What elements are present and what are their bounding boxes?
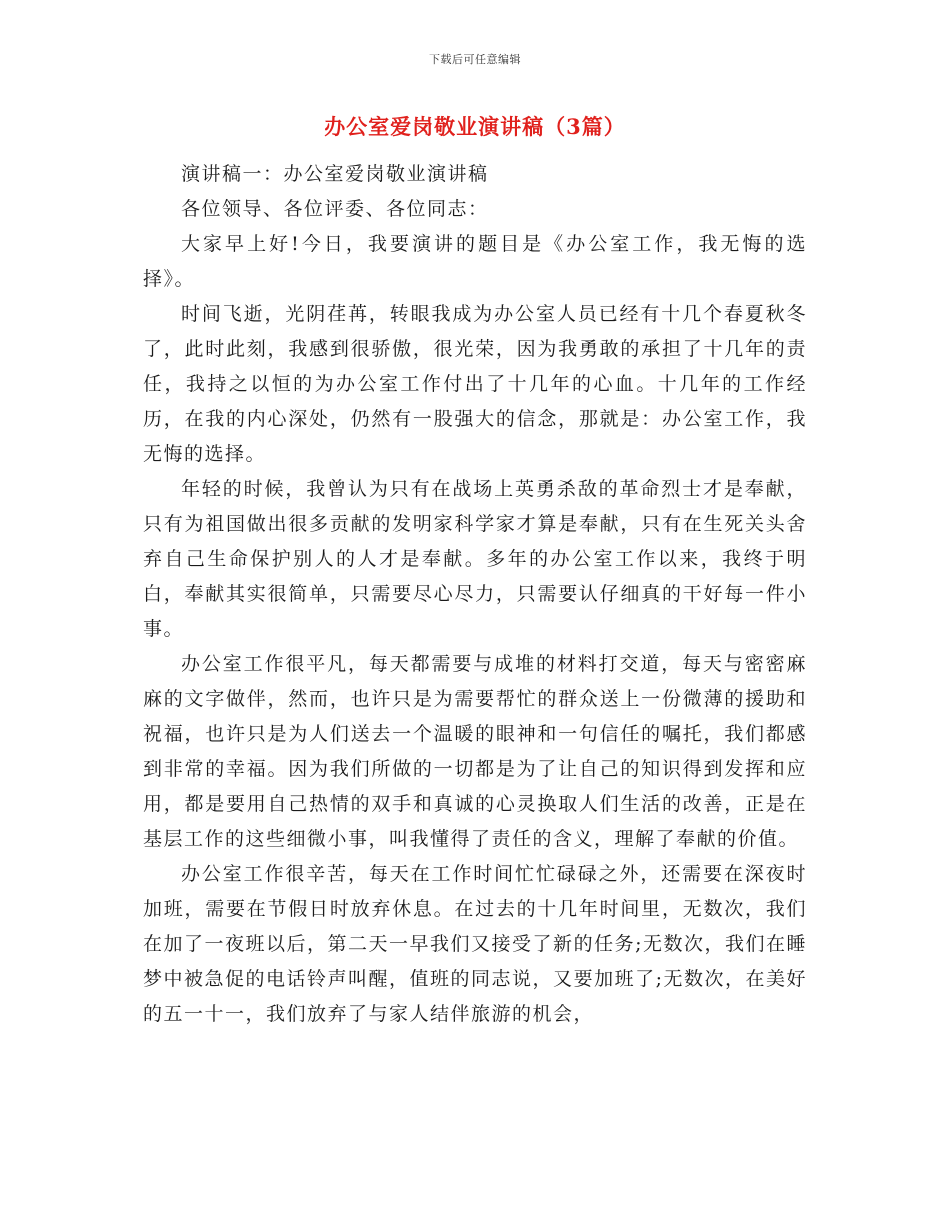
paragraph-body: 办公室工作很辛苦，每天在工作时间忙忙碌碌之外，还需要在深夜时加班，需要在节假日时放弃休息。在过去的十几年时间里，无数次，我们在加了一夜班以后，第二天一早我们又接受了新的任务;无数次，我们在睡梦中被急促的电话铃声叫醒，值班的同志说，又要加班了;无数次，在美好的五一十一，我们放弃了与家人结伴旅游的机会， xyxy=(143,863,807,1025)
paragraph-body: 年轻的时候，我曾认为只有在战场上英勇杀敌的革命烈士才是奉献，只有为祖国做出很多贡献的发明家科学家才算是奉献，只有在生死关头舍弃自己生命保护别人的人才是奉献。多年的办公室工作以来，我终于明白，奉献其实很简单，只需要尽心尽力，只需要认仔细真的干好每一件小事。 xyxy=(143,478,807,640)
paragraph-salutation: 各位领导、各位评委、各位同志： xyxy=(181,198,489,220)
paragraph-greeting: 大家早上好!今日，我要演讲的题目是《办公室工作，我无悔的选择》。 xyxy=(143,233,807,290)
document-body xyxy=(143,157,807,1032)
paragraph-body: 办公室工作很平凡，每天都需要与成堆的材料打交道，每天与密密麻麻的文字做伴，然而，也许只是为需要帮忙的群众送上一份微薄的援助和祝福，也许只是为人们送去一个温暖的眼神和一句信任的嘱托，我们都感到非常的幸福。因为我们所做的一切都是为了让自己的知识得到发挥和应用，都是要用自己热情的双手和真诚的心灵换取人们生活的改善，正是在基层工作的这些细微小事，叫我懂得了责任的含义，理解了奉献的价值。 xyxy=(143,653,807,850)
paragraph-speech-heading: 演讲稿一：办公室爱岗敬业演讲稿 xyxy=(181,163,489,185)
paragraph-body: 时间飞逝，光阴荏苒，转眼我成为办公室人员已经有十几个春夏秋冬了，此时此刻，我感到很骄傲，很光荣，因为我勇敢的承担了十几年的责任，我持之以恒的为办公室工作付出了十几年的心血。十几年的工作经历，在我的内心深处，仍然有一股强大的信念，那就是：办公室工作，我无悔的选择。 xyxy=(143,303,807,465)
page-header-note: 下载后可任意编辑 xyxy=(429,53,521,66)
document-title: 办公室爱岗敬业演讲稿（3篇） xyxy=(324,114,626,139)
